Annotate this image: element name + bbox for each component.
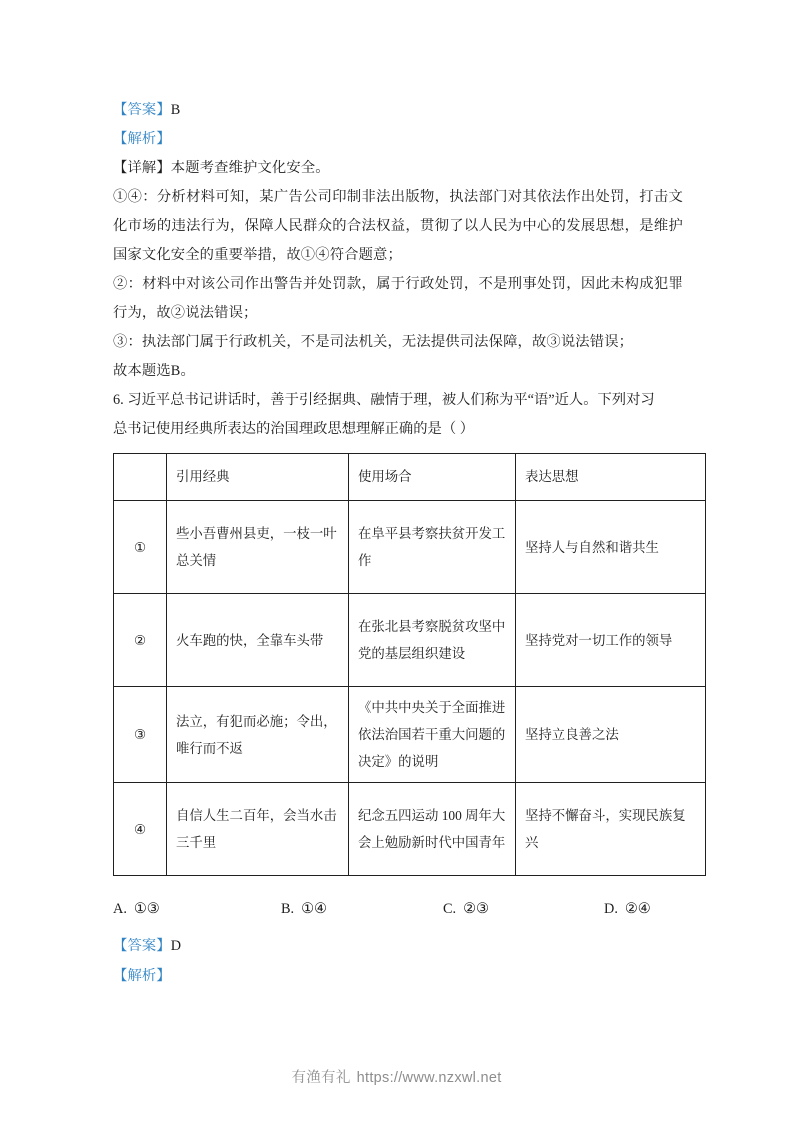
table-row <box>114 687 706 783</box>
table-cell-index: ② <box>114 594 167 687</box>
quote-table-wrap <box>113 453 686 876</box>
answer-label-1: 【答案】 <box>113 102 171 118</box>
table-cell-index: ④ <box>114 783 167 876</box>
table-header-quote: 引用经典 <box>167 454 349 501</box>
table-cell-idea: 坚持不懈奋斗，实现民族复兴 <box>516 783 706 876</box>
option-c-label: C. <box>443 901 457 917</box>
quote-table <box>113 453 706 876</box>
answer-line-1 <box>113 96 683 125</box>
table-row <box>114 501 706 594</box>
table-row <box>114 783 706 876</box>
question-stem-line-1 <box>113 386 683 415</box>
answer-block-2 <box>113 931 683 991</box>
table-cell-scene: 《中共中央关于全面推进依法治国若干重大问题的决定》的说明 <box>349 687 516 783</box>
explanation-point-2: ②：材料中对该公司作出警告并处罚款，属于行政处罚，不是刑事处罚，因此未构成犯罪行为，故②说法错误； <box>113 276 683 321</box>
table-cell-idea: 坚持立良善之法 <box>516 687 706 783</box>
option-c-value: ②③ <box>463 901 489 917</box>
analysis-label-1: 【解析】 <box>113 131 171 147</box>
answer-line-2 <box>113 931 683 961</box>
option-d[interactable] <box>604 901 651 918</box>
analysis-label-2: 【解析】 <box>113 968 171 984</box>
table-header-row <box>114 454 706 501</box>
analysis-line-2 <box>113 961 683 991</box>
option-b-label: B. <box>281 901 295 917</box>
detail-line <box>113 154 683 183</box>
table-cell-scene: 在阜平县考察扶贫开发工作 <box>349 501 516 594</box>
option-b[interactable] <box>281 901 327 918</box>
table-header-idea: 表达思想 <box>516 454 706 501</box>
detail-text: 本题考查维护文化安全。 <box>170 160 330 176</box>
option-a-value: ①③ <box>133 901 160 917</box>
footer-watermark <box>0 1066 793 1087</box>
option-a[interactable] <box>113 901 160 918</box>
watermark-url: https://www.nzxwl.net <box>356 1070 502 1086</box>
table-cell-quote: 些小吾曹州县吏，一枝一叶总关情 <box>167 501 349 594</box>
table-cell-quote: 自信人生二百年，会当水击三千里 <box>167 783 349 876</box>
answer-value-2: D <box>170 938 182 954</box>
option-d-value: ②④ <box>624 901 651 917</box>
document-content <box>113 96 686 991</box>
table-cell-scene: 纪念五四运动 100 周年大会上勉励新时代中国青年 <box>349 783 516 876</box>
table-header-scene: 使用场合 <box>349 454 516 501</box>
option-b-value: ①④ <box>301 901 327 917</box>
table-header-index <box>114 454 167 501</box>
table-cell-idea: 坚持人与自然和谐共生 <box>516 501 706 594</box>
table-cell-index: ③ <box>114 687 167 783</box>
table-cell-quote: 法立，有犯而必施；令出，唯行而不返 <box>167 687 349 783</box>
detail-label: 【详解】 <box>113 160 171 176</box>
explanation-point-1: ①④：分析材料可知，某广告公司印制非法出版物，执法部门对其依法作出处罚，打击文化市场的违法行为，保障人民群众的合法权益，贯彻了以人民为中心的发展思想，是维护国家文化安全的重要举措，故①④符合题意； <box>113 189 683 263</box>
analysis-line-1 <box>113 125 683 154</box>
option-d-label: D. <box>604 901 618 917</box>
question-stem-text-1: 习近平总书记讲话时，善于引经据典、融情于理，被人们称为平“语”近人。下列对习 <box>127 392 655 408</box>
answer-value-1: B <box>170 102 181 118</box>
option-c[interactable] <box>443 901 489 918</box>
explanation-point-3: ③：执法部门属于行政机关，不是司法机关，无法提供司法保障，故③说法错误； <box>113 334 634 350</box>
option-a-label: A. <box>113 901 127 917</box>
table-cell-index: ① <box>114 501 167 594</box>
question-number: 6. <box>113 392 124 408</box>
explanation-point-4: 故本题选B。 <box>113 363 195 379</box>
question-stem-line-2: 总书记使用经典所表达的治国理政思想理解正确的是（ ） <box>113 421 474 437</box>
table-cell-quote: 火车跑的快，全靠车头带 <box>167 594 349 687</box>
watermark-brand: 有渔有礼 <box>291 1070 351 1086</box>
table-row <box>114 594 706 687</box>
answer-options <box>113 901 683 923</box>
table-cell-scene: 在张北县考察脱贫攻坚中党的基层组织建设 <box>349 594 516 687</box>
answer-label-2: 【答案】 <box>113 938 171 954</box>
table-cell-idea: 坚持党对一切工作的领导 <box>516 594 706 687</box>
